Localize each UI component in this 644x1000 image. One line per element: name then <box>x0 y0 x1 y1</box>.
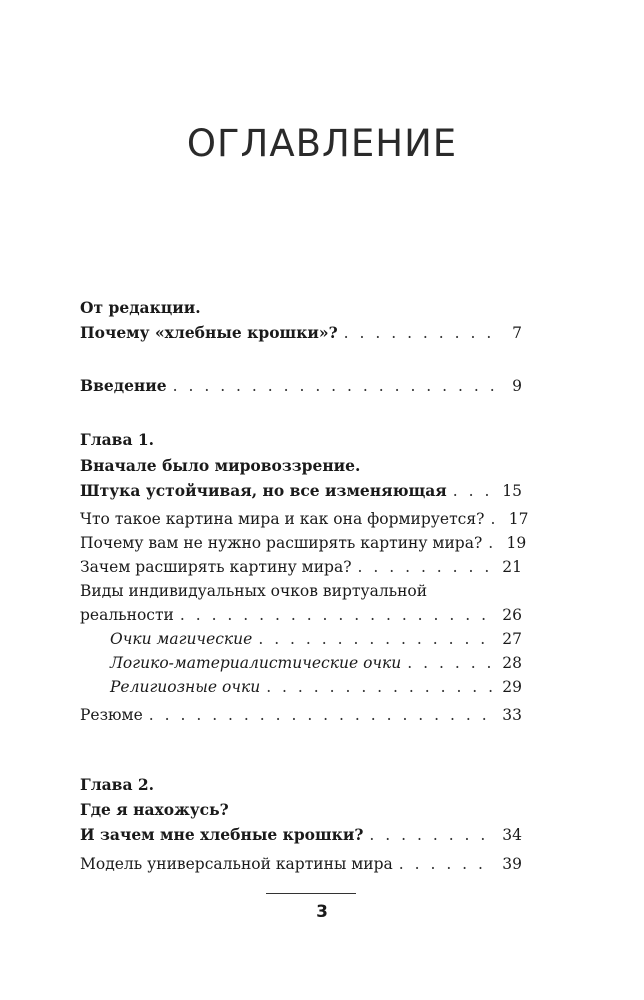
entry-label: Религиозные очки <box>110 678 261 696</box>
page-ref: 27 <box>502 630 522 648</box>
toc-section-glasses-types <box>80 579 522 603</box>
entry-label: Глава 1. <box>80 430 155 449</box>
entry-label: реальности <box>80 606 174 624</box>
toc-section-why-not-expand <box>80 531 527 555</box>
toc-section-glasses-types-cont <box>80 603 522 627</box>
dot-leader <box>490 507 500 531</box>
toc-entry-foreword <box>80 321 522 345</box>
dot-leader <box>266 675 494 699</box>
entry-label: Модель универсальной картины мира <box>80 855 393 873</box>
entry-label: Введение <box>80 376 167 395</box>
entry-label: Вначале было мировоззрение. <box>80 456 361 475</box>
toc-section-universal-model <box>80 852 522 876</box>
page-ref: 7 <box>512 324 522 342</box>
entry-label: Что такое картина мира и как она формируется? <box>80 510 485 528</box>
page-title: ОГЛАВЛЕНИЕ <box>186 122 458 165</box>
dot-leader <box>488 531 498 555</box>
toc-subsection-magic-glasses <box>110 627 522 651</box>
dot-leader <box>258 627 494 651</box>
toc-chapter-2-subtitle <box>80 823 522 847</box>
page-ref: 28 <box>502 654 522 672</box>
dot-leader <box>149 703 494 727</box>
page-ref: 26 <box>502 606 522 624</box>
page-ref: 39 <box>502 855 522 873</box>
page-ref: 17 <box>508 510 529 528</box>
dot-leader <box>173 374 494 398</box>
dot-leader <box>358 555 494 579</box>
entry-label: И зачем мне хлебные крошки? <box>80 825 364 844</box>
dot-leader <box>453 479 494 503</box>
entry-label: Где я нахожусь? <box>80 800 229 819</box>
page-ref: 21 <box>502 558 522 576</box>
entry-label: Почему вам не нужно расширять картину мира? <box>80 534 483 552</box>
entry-label: Глава 2. <box>80 775 155 794</box>
page-ref: 9 <box>512 377 522 395</box>
page-ref: 34 <box>502 826 522 844</box>
entry-label: Зачем расширять картину мира? <box>80 558 352 576</box>
toc-section-why-expand <box>80 555 522 579</box>
entry-label: Виды индивидуальных очков виртуальной <box>80 582 428 600</box>
toc-chapter-1-title <box>80 454 522 478</box>
footer-divider <box>266 893 356 894</box>
page-ref: 29 <box>502 678 522 696</box>
page-number: 3 <box>316 902 328 922</box>
dot-leader <box>399 852 494 876</box>
toc-chapter-1-subtitle <box>80 479 522 503</box>
toc-chapter-2-title <box>80 798 522 822</box>
toc-subsection-religious-glasses <box>110 675 522 699</box>
entry-label: Логико-материалистические очки <box>110 654 402 672</box>
toc-chapter-1-heading <box>80 428 522 452</box>
entry-label: Штука устойчивая, но все изменяющая <box>80 481 447 500</box>
entry-label: От редакции. <box>80 298 201 317</box>
dot-leader <box>407 651 494 675</box>
entry-label: Почему «хлебные крошки»? <box>80 323 338 342</box>
dot-leader <box>344 321 494 345</box>
toc-subsection-logic-glasses <box>110 651 522 675</box>
toc-entry-foreword-title <box>80 296 522 320</box>
dot-leader <box>369 823 494 847</box>
toc-section-summary <box>80 703 522 727</box>
entry-label: Очки магические <box>110 630 253 648</box>
page-ref: 19 <box>506 534 527 552</box>
dot-leader <box>180 603 494 627</box>
toc-chapter-2-heading <box>80 773 522 797</box>
toc-section-worldview-formation <box>80 507 529 531</box>
page-ref: 15 <box>502 482 522 500</box>
entry-label: Резюме <box>80 706 143 724</box>
toc-entry-introduction <box>80 374 522 398</box>
page-ref: 33 <box>502 706 522 724</box>
